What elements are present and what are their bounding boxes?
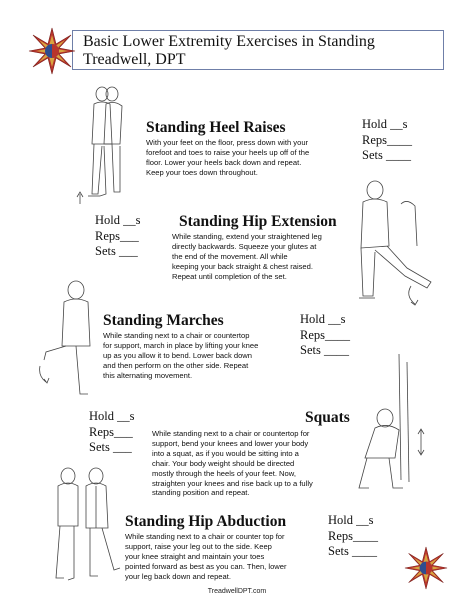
sets-field: Sets ___ <box>95 244 138 258</box>
hold-field: Hold __s <box>328 513 374 527</box>
page-title: Basic Lower Extremity Exercises in Standing <box>83 33 375 50</box>
exercise-description: While standing next to a chair or counter top for support, raise your leg out to the side. Keep your knee straight and maintain your toes pointed forward as best as you can. Then, lower your leg back down and repeat. <box>125 532 287 581</box>
march-figure-illustration <box>36 276 100 402</box>
reps-field: Reps___ <box>89 424 133 439</box>
footer-website: TreadwellDPT.com <box>207 588 267 595</box>
exercise-log <box>328 513 378 560</box>
exercise-title: Standing Marches <box>103 312 224 329</box>
squat-figure-illustration <box>355 350 445 500</box>
reps-field: Reps____ <box>328 528 378 543</box>
exercise-description: While standing next to a chair or countertop for support, bend your knees and lower your body into a squat, as if you would be sitting into a chair. Your body weight should be directed mostly through the heels of your feet. Now, straighten your knees and rise back up to a fully standing position and repeat. <box>152 429 313 498</box>
exercise-description: While standing next to a chair or countertop for support, march in place by lifting your knee up as you allow it to bend. Lower back down and then perform on the other side. Repeat this alternating movement. <box>103 331 259 380</box>
exercise-title: Standing Hip Abduction <box>125 513 287 530</box>
exercise-log <box>300 312 350 359</box>
sets-field: Sets ___ <box>89 440 132 454</box>
exercise-log <box>95 213 141 260</box>
reps-field: Reps____ <box>362 132 412 147</box>
exercise-title: Squats <box>305 409 350 426</box>
sets-field: Sets ____ <box>300 343 349 357</box>
page-subtitle: Treadwell, DPT <box>83 51 186 68</box>
reps-field: Reps___ <box>95 228 139 243</box>
exercise-log <box>89 409 135 456</box>
reps-field: Reps____ <box>300 327 350 342</box>
hip-extension-figure-illustration <box>345 176 445 311</box>
hip-abduction-figure-illustration <box>46 462 122 586</box>
hold-field: Hold __s <box>89 409 135 423</box>
sets-field: Sets ____ <box>362 148 411 162</box>
exercise-description: With your feet on the floor, press down with your forefoot and toes to raise your heels up off of the floor. Lower your heels back down and repeat. Keep your toes down throughout. <box>146 138 310 177</box>
star-logo-icon <box>404 546 448 590</box>
exercise-title: Standing Hip Extension <box>179 213 337 230</box>
hold-field: Hold __s <box>362 117 408 131</box>
star-logo-icon <box>28 27 76 75</box>
hold-field: Hold __s <box>300 312 346 326</box>
exercise-log <box>362 117 412 164</box>
exercise-title: Standing Heel Raises <box>146 119 286 136</box>
sets-field: Sets ____ <box>328 544 377 558</box>
exercise-description: While standing, extend your straightened leg directly backwards. Squeeze your glutes at the end of the movement. All while keeping your back straight & chest raised. Repeat until completion of the set. <box>172 232 322 281</box>
heel-raise-figure-illustration <box>76 84 136 209</box>
hold-field: Hold __s <box>95 213 141 227</box>
